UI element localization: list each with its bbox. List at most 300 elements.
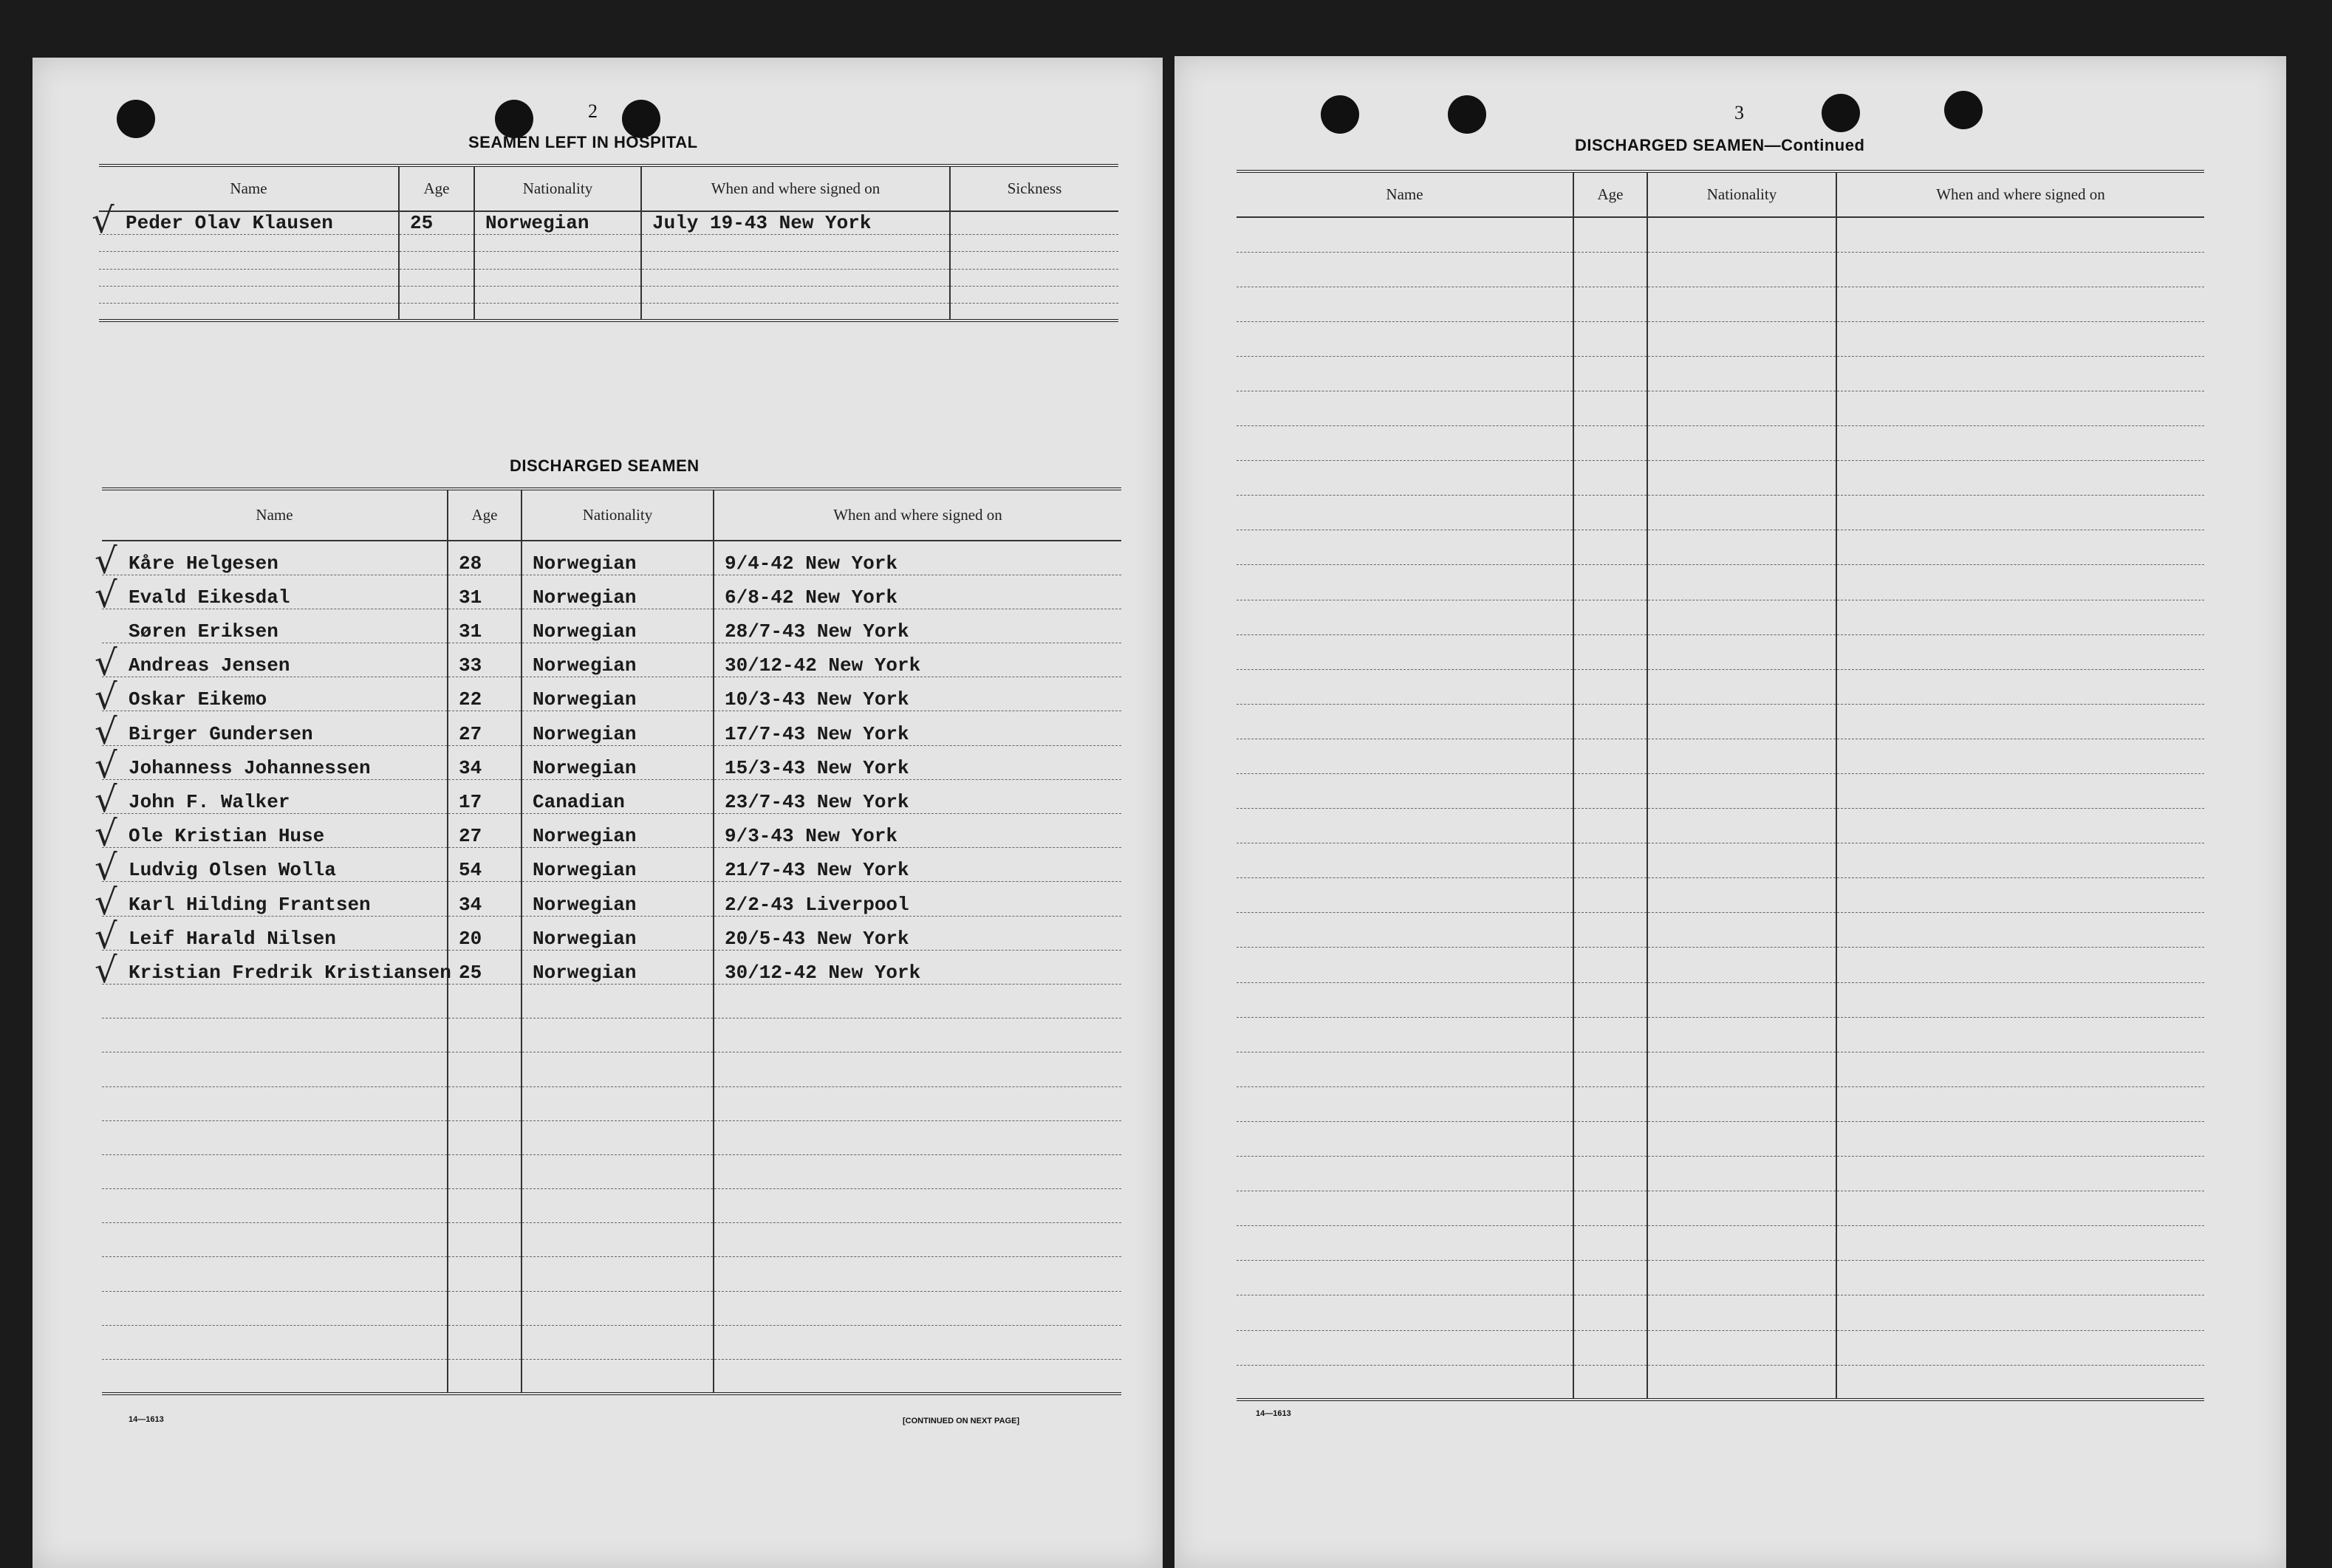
cell-signed-on (1836, 1330, 2204, 1365)
cell-sickness (950, 269, 1118, 286)
table-row (99, 252, 1118, 269)
cell-signed-on (1836, 704, 2204, 739)
cell-age (1573, 1052, 1647, 1086)
table-row (1237, 391, 2204, 425)
form-number: 14—1613 (129, 1415, 164, 1424)
checkmark-icon: √ (95, 711, 117, 753)
checkmark-icon: √ (95, 813, 117, 855)
table-row (1237, 774, 2204, 809)
cell-name (1237, 287, 1573, 321)
table-row (1237, 321, 2204, 356)
cell-name (1237, 496, 1573, 530)
age-text: 33 (459, 654, 482, 677)
cell-age (1573, 1121, 1647, 1156)
punch-hole (1822, 94, 1860, 132)
table-row (102, 541, 1121, 575)
cell-name (95, 677, 448, 719)
cell-name (1237, 1086, 1573, 1121)
cell-age (1573, 391, 1647, 425)
cell-name (1237, 739, 1573, 773)
cell-nationality (1647, 1226, 1836, 1261)
checkmark-icon: √ (95, 949, 117, 991)
cell-nationality (474, 211, 641, 235)
table-row (1237, 426, 2204, 461)
cell-signed-on (1836, 948, 2204, 982)
signed-on-text: 9/4-42 New York (725, 552, 898, 575)
name-text: Kåre Helgesen (129, 552, 278, 575)
cell-age (1573, 496, 1647, 530)
cell-age (448, 1325, 522, 1359)
hospital-section-title: SEAMEN LEFT IN HOSPITAL (468, 133, 698, 151)
cell-signed-on (1836, 669, 2204, 704)
cell-age (448, 984, 522, 1018)
cell-age (1573, 600, 1647, 634)
nationality-text: Norwegian (485, 212, 589, 234)
cell-name (1237, 1295, 1573, 1330)
age-text: 31 (459, 586, 482, 609)
cell-nationality (1647, 391, 1836, 425)
nationality-text: Norwegian (533, 927, 637, 950)
cell-signed-on (1836, 1365, 2204, 1400)
cell-age (1573, 634, 1647, 669)
cell-nationality (1647, 1365, 1836, 1400)
cell-nationality (474, 304, 641, 321)
cell-age (1573, 1017, 1647, 1052)
cell-signed-on (714, 1189, 1121, 1223)
cell-signed-on (714, 1360, 1121, 1394)
cell-signed-on (641, 269, 950, 286)
cell-age (448, 609, 522, 643)
cell-name (1237, 1017, 1573, 1052)
cell-nationality (1647, 426, 1836, 461)
column-header-name: Name (102, 489, 448, 541)
cell-name (102, 1189, 448, 1223)
cell-name (95, 813, 448, 855)
cell-sickness (950, 286, 1118, 303)
cell-nationality (522, 711, 714, 745)
cell-age (1573, 1157, 1647, 1191)
cell-nationality (474, 269, 641, 286)
cell-age (399, 286, 474, 303)
cell-age (1573, 426, 1647, 461)
cell-nationality (1647, 809, 1836, 843)
table-row (99, 235, 1118, 252)
cell-age (448, 848, 522, 882)
table-row (1237, 982, 2204, 1017)
page-number: 2 (588, 100, 598, 122)
column-header-age: Age (1573, 171, 1647, 217)
table-row (102, 1052, 1121, 1086)
cell-name (1237, 1191, 1573, 1226)
table-row (102, 575, 1121, 609)
continued-header-row (1237, 171, 2204, 217)
cell-age (1573, 982, 1647, 1017)
age-text: 17 (459, 791, 482, 813)
table-row (1237, 809, 2204, 843)
cell-signed-on (1836, 774, 2204, 809)
cell-name (1237, 1261, 1573, 1295)
hospital-rows (92, 200, 1118, 321)
cell-signed-on (1836, 1261, 2204, 1295)
form-number: 14—1613 (1256, 1409, 1291, 1418)
cell-name (1237, 1226, 1573, 1261)
cell-nationality (1647, 948, 1836, 982)
cell-age (448, 643, 522, 677)
cell-signed-on (714, 1223, 1121, 1257)
name-text: Leif Harald Nilsen (129, 927, 336, 950)
cell-age (448, 1257, 522, 1291)
cell-age (448, 814, 522, 848)
table-row (102, 745, 1121, 779)
cell-signed-on (714, 711, 1121, 745)
cell-signed-on (1836, 565, 2204, 600)
cell-age (448, 1052, 522, 1086)
table-row (1237, 496, 2204, 530)
column-header-nationality: Nationality (1647, 171, 1836, 217)
cell-signed-on (1836, 461, 2204, 496)
cell-name (1237, 634, 1573, 669)
cell-name (102, 1291, 448, 1325)
table-row (1237, 948, 2204, 982)
cell-nationality (1647, 704, 1836, 739)
cell-signed-on (641, 252, 950, 269)
cell-name (1237, 1052, 1573, 1086)
cell-signed-on (1836, 913, 2204, 948)
cell-signed-on (714, 609, 1121, 643)
cell-age (1573, 809, 1647, 843)
table-row (102, 1189, 1121, 1223)
table-row (102, 950, 1121, 984)
cell-name (99, 286, 399, 303)
discharged-table (95, 487, 1121, 1395)
cell-name (1237, 1365, 1573, 1400)
cell-nationality (474, 252, 641, 269)
cell-signed-on (1836, 1295, 2204, 1330)
cell-name (1237, 600, 1573, 634)
cell-signed-on (714, 814, 1121, 848)
cell-nationality (522, 1223, 714, 1257)
age-text: 25 (459, 961, 482, 984)
table-row (102, 609, 1121, 643)
age-text: 54 (459, 859, 482, 882)
column-header-age: Age (448, 489, 522, 541)
cell-age (448, 1360, 522, 1394)
cell-age (448, 916, 522, 950)
cell-name (99, 269, 399, 286)
cell-name (102, 1120, 448, 1154)
cell-name (1237, 356, 1573, 391)
cell-name (1237, 774, 1573, 809)
cell-sickness (950, 252, 1118, 269)
name-text: Karl Hilding Frantsen (129, 893, 371, 916)
cell-name (102, 1018, 448, 1052)
cell-nationality (1647, 669, 1836, 704)
cell-nationality (522, 1360, 714, 1394)
table-row (102, 677, 1121, 711)
name-text: John F. Walker (129, 791, 290, 813)
cell-age (448, 1189, 522, 1223)
nationality-text: Norwegian (533, 825, 637, 848)
cell-nationality (522, 1154, 714, 1188)
cell-signed-on (1836, 1086, 2204, 1121)
column-header-age: Age (399, 165, 474, 211)
cell-nationality (522, 1018, 714, 1052)
table-row (1237, 843, 2204, 878)
cell-name (1237, 321, 1573, 356)
signed-on-text: 10/3-43 New York (725, 688, 909, 711)
column-header-nationality: Nationality (474, 165, 641, 211)
cell-name (95, 744, 448, 787)
name-text: Birger Gundersen (129, 722, 313, 745)
cell-nationality (1647, 530, 1836, 565)
cell-name (102, 1154, 448, 1188)
cell-signed-on (1836, 252, 2204, 287)
signed-on-text: 30/12-42 New York (725, 654, 921, 677)
table-row (102, 643, 1121, 677)
table-row (1237, 913, 2204, 948)
cell-signed-on (714, 916, 1121, 950)
signed-on-text: 2/2-43 Liverpool (725, 893, 909, 916)
cell-nationality (522, 1257, 714, 1291)
cell-nationality (522, 677, 714, 711)
cell-age (448, 950, 522, 984)
cell-nationality (522, 950, 714, 984)
cell-nationality (522, 745, 714, 779)
cell-name (1237, 948, 1573, 982)
discharged-continued-table (1237, 170, 2204, 1401)
table-row (1237, 1086, 2204, 1121)
cell-signed-on (641, 304, 950, 321)
cell-signed-on (1836, 843, 2204, 878)
signed-on-text: 15/3-43 New York (725, 756, 909, 779)
table-row (102, 984, 1121, 1018)
column-header-name: Name (1237, 171, 1573, 217)
signed-on-text: 17/7-43 New York (725, 722, 909, 745)
age-text: 25 (410, 212, 434, 234)
cell-age (1573, 530, 1647, 565)
cell-nationality (1647, 321, 1836, 356)
cell-name (95, 881, 448, 923)
table-row (1237, 669, 2204, 704)
cell-nationality (1647, 217, 1836, 252)
name-text: Ole Kristian Huse (129, 825, 325, 848)
cell-signed-on (714, 779, 1121, 813)
cell-age (1573, 1261, 1647, 1295)
discharged-rows (95, 540, 1121, 1394)
age-text: 27 (459, 825, 482, 848)
age-text: 20 (459, 927, 482, 950)
cell-signed-on (1836, 356, 2204, 391)
cell-age (448, 1120, 522, 1154)
table-row (1237, 565, 2204, 600)
cell-signed-on (1836, 530, 2204, 565)
cell-signed-on (714, 1052, 1121, 1086)
cell-nationality (1647, 1261, 1836, 1295)
nationality-text: Norwegian (533, 586, 637, 609)
cell-signed-on (714, 1120, 1121, 1154)
cell-signed-on (1836, 878, 2204, 913)
cell-sickness (950, 235, 1118, 252)
cell-nationality (1647, 1330, 1836, 1365)
table-row (1237, 1017, 2204, 1052)
cell-nationality (1647, 252, 1836, 287)
checkmark-icon: √ (95, 881, 117, 923)
signed-on-text: 21/7-43 New York (725, 859, 909, 882)
nationality-text: Norwegian (533, 654, 637, 677)
punch-hole (117, 100, 155, 138)
cell-signed-on (714, 1018, 1121, 1052)
cell-age (448, 779, 522, 813)
punch-hole (1944, 91, 1983, 129)
checkmark-icon: √ (95, 540, 117, 582)
cell-nationality (522, 1325, 714, 1359)
column-header-name: Name (99, 165, 399, 211)
cell-signed-on (714, 541, 1121, 575)
cell-name (1237, 217, 1573, 252)
cell-signed-on (1836, 739, 2204, 773)
cell-signed-on (641, 235, 950, 252)
age-text: 22 (459, 688, 482, 711)
nationality-text: Norwegian (533, 893, 637, 916)
table-row (99, 286, 1118, 303)
cell-signed-on (714, 677, 1121, 711)
cell-name (1237, 809, 1573, 843)
cell-nationality (522, 541, 714, 575)
hospital-header-row (99, 165, 1118, 211)
cell-nationality (474, 235, 641, 252)
cell-age (1573, 1295, 1647, 1330)
right-page (1174, 56, 2286, 1568)
cell-age (1573, 1365, 1647, 1400)
cell-signed-on (714, 882, 1121, 916)
table-row (102, 1257, 1121, 1291)
cell-name (99, 252, 399, 269)
cell-signed-on (714, 1325, 1121, 1359)
cell-nationality (522, 1086, 714, 1120)
cell-age (399, 235, 474, 252)
cell-name (1237, 704, 1573, 739)
cell-age (1573, 321, 1647, 356)
cell-nationality (1647, 1157, 1836, 1191)
signed-on-text: July 19-43 New York (652, 212, 872, 234)
cell-nationality (1647, 1086, 1836, 1121)
cell-name (99, 235, 399, 252)
table-row (1237, 252, 2204, 287)
table-row (102, 711, 1121, 745)
cell-name (102, 1223, 448, 1257)
age-text: 28 (459, 552, 482, 575)
page-number: 3 (1734, 102, 1744, 123)
cell-nationality (522, 575, 714, 609)
cell-signed-on (714, 984, 1121, 1018)
cell-nationality (522, 814, 714, 848)
age-text: 34 (459, 893, 482, 916)
cell-signed-on (1836, 321, 2204, 356)
cell-signed-on (1836, 496, 2204, 530)
cell-name (95, 540, 448, 582)
table-row (102, 1154, 1121, 1188)
cell-signed-on (714, 1257, 1121, 1291)
cell-name (1237, 426, 1573, 461)
table-row (1237, 600, 2204, 634)
checkmark-icon: √ (92, 200, 114, 242)
cell-name (102, 1360, 448, 1394)
cell-name (95, 643, 448, 685)
table-row (1237, 1157, 2204, 1191)
cell-nationality (522, 609, 714, 643)
cell-nationality (1647, 1017, 1836, 1052)
cell-name (95, 779, 448, 821)
name-text: Oskar Eikemo (129, 688, 267, 711)
cell-age (1573, 1226, 1647, 1261)
table-row (1237, 461, 2204, 496)
table-row (1237, 739, 2204, 773)
table-row (1237, 356, 2204, 391)
cell-age (1573, 1191, 1647, 1226)
cell-signed-on (1836, 1157, 2204, 1191)
cell-signed-on (1836, 1191, 2204, 1226)
cell-name (102, 1257, 448, 1291)
cell-name (1237, 252, 1573, 287)
continued-note: [CONTINUED ON NEXT PAGE] (903, 1417, 1020, 1425)
cell-age (399, 269, 474, 286)
table-row (1237, 634, 2204, 669)
cell-age (399, 252, 474, 269)
nationality-text: Norwegian (533, 620, 637, 643)
nationality-text: Norwegian (533, 552, 637, 575)
punch-hole (1448, 95, 1486, 134)
cell-nationality (1647, 1295, 1836, 1330)
cell-signed-on (714, 950, 1121, 984)
cell-name (102, 984, 448, 1018)
cell-nationality (1647, 461, 1836, 496)
table-row (99, 269, 1118, 286)
cell-signed-on (714, 1154, 1121, 1188)
name-text: Johanness Johannessen (129, 756, 371, 779)
cell-signed-on (641, 211, 950, 235)
cell-nationality (522, 916, 714, 950)
table-row (1237, 878, 2204, 913)
nationality-text: Norwegian (533, 756, 637, 779)
cell-nationality (522, 1052, 714, 1086)
table-row (102, 848, 1121, 882)
cell-age (448, 1154, 522, 1188)
cell-name (102, 609, 448, 643)
nationality-text: Norwegian (533, 859, 637, 882)
cell-age (1573, 252, 1647, 287)
table-row (102, 1291, 1121, 1325)
cell-name (95, 574, 448, 616)
cell-age (1573, 565, 1647, 600)
cell-nationality (1647, 1052, 1836, 1086)
cell-signed-on (641, 286, 950, 303)
cell-name (102, 1325, 448, 1359)
cell-age (1573, 287, 1647, 321)
cell-signed-on (1836, 217, 2204, 252)
table-row (1237, 704, 2204, 739)
cell-age (399, 304, 474, 321)
signed-on-text: 23/7-43 New York (725, 791, 909, 813)
cell-name (92, 200, 399, 242)
hospital-table (92, 164, 1118, 322)
cell-nationality (1647, 600, 1836, 634)
age-text: 31 (459, 620, 482, 643)
cell-name (102, 1086, 448, 1120)
cell-nationality (522, 1120, 714, 1154)
cell-signed-on (1836, 634, 2204, 669)
cell-age (448, 1018, 522, 1052)
name-text: Peder Olav Klausen (126, 212, 333, 234)
